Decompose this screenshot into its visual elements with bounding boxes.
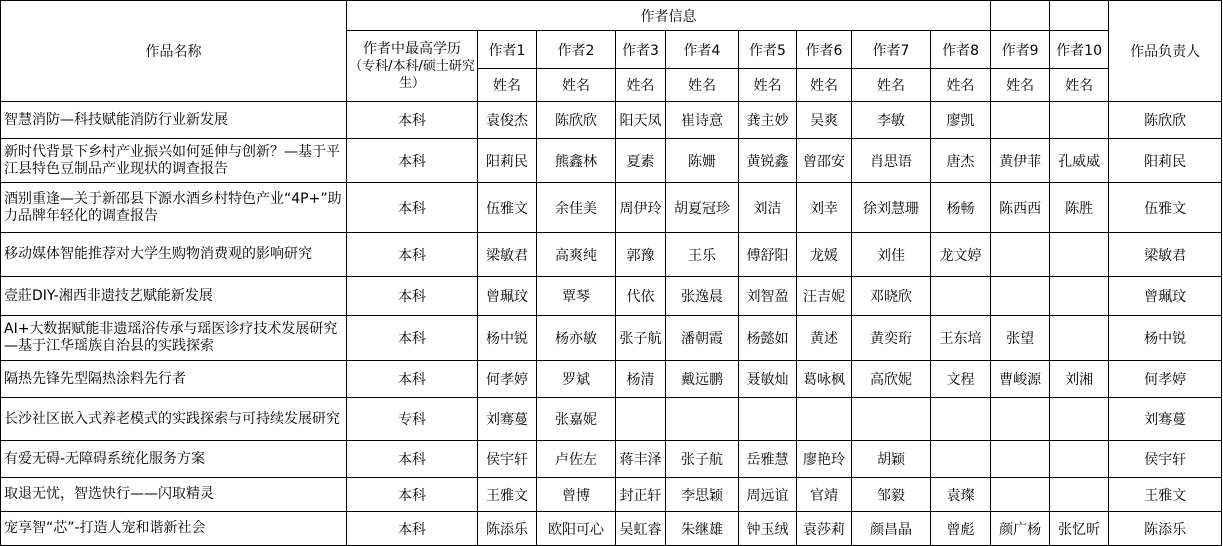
author-9-name [991, 441, 1050, 478]
author-5-name: 黄锐鑫 [739, 139, 797, 183]
education-level: 本科 [347, 102, 478, 139]
project-title: 移动媒体智能推荐对大学生购物消费观的影响研究 [1, 233, 347, 277]
author-2-name: 覃琴 [537, 277, 616, 316]
author-7-name: 黄奕珩 [852, 316, 931, 361]
author-10-name [1050, 398, 1109, 441]
table-row [1, 316, 1222, 361]
header-name-label: 姓名 [931, 69, 991, 102]
author-3-name: 阳天凤 [616, 102, 666, 139]
author-1-name: 杨中锐 [478, 316, 537, 361]
author-9-name [991, 398, 1050, 441]
author-2-name: 卢佐左 [537, 441, 616, 478]
author-6-name: 龙媛 [797, 233, 852, 277]
author-8-name [931, 277, 991, 316]
author-4-name: 潘朝霞 [666, 316, 739, 361]
author-2-name: 杨亦敏 [537, 316, 616, 361]
author-4-name [666, 398, 739, 441]
table-row [1, 512, 1222, 546]
project-leader: 侯宇轩 [1109, 441, 1222, 478]
author-10-name [1050, 316, 1109, 361]
author-2-name: 高爽纯 [537, 233, 616, 277]
author-1-name: 伍雅文 [478, 183, 537, 233]
project-title: 智慧消防—科技赋能消防行业新发展 [1, 102, 347, 139]
author-8-name: 王东培 [931, 316, 991, 361]
author-1-name: 阳莉民 [478, 139, 537, 183]
author-9-name [991, 277, 1050, 316]
header-blank-9 [991, 1, 1050, 31]
header-author-3: 作者3 [616, 31, 666, 69]
author-9-name: 陈西西 [991, 183, 1050, 233]
author-10-name [1050, 102, 1109, 139]
header-author-1: 作者1 [478, 31, 537, 69]
author-8-name: 文程 [931, 361, 991, 398]
author-4-name: 戴远鹏 [666, 361, 739, 398]
project-leader: 伍雅文 [1109, 183, 1222, 233]
author-7-name [852, 398, 931, 441]
header-education-line1: 作者中最高学历 [363, 40, 461, 57]
author-7-name: 刘佳 [852, 233, 931, 277]
education-level: 本科 [347, 441, 478, 478]
header-author-10: 作者10 [1050, 31, 1109, 69]
header-name-label: 姓名 [478, 69, 537, 102]
author-6-name: 黄述 [797, 316, 852, 361]
author-3-name: 代依 [616, 277, 666, 316]
author-5-name: 岳雅慧 [739, 441, 797, 478]
table-row [1, 478, 1222, 512]
header-author-8: 作者8 [931, 31, 991, 69]
header-author-6: 作者6 [797, 31, 852, 69]
author-7-name: 高欣妮 [852, 361, 931, 398]
project-leader: 王雅文 [1109, 478, 1222, 512]
table-row [1, 361, 1222, 398]
project-title: 隔热先锋先型隔热涂料先行者 [1, 361, 347, 398]
author-6-name: 廖艳玲 [797, 441, 852, 478]
header-author-4: 作者4 [666, 31, 739, 69]
author-2-name: 曾博 [537, 478, 616, 512]
author-7-name: 胡颖 [852, 441, 931, 478]
header-education [347, 31, 478, 102]
author-10-name [1050, 277, 1109, 316]
table-row [1, 277, 1222, 316]
author-10-name: 陈胜 [1050, 183, 1109, 233]
education-level: 专科 [347, 398, 478, 441]
header-author-7: 作者7 [852, 31, 931, 69]
project-title: 长沙社区嵌入式养老模式的实践探索与可持续发展研究 [1, 398, 347, 441]
author-1-name: 梁敏君 [478, 233, 537, 277]
author-9-name: 张望 [991, 316, 1050, 361]
header-name-label: 姓名 [991, 69, 1050, 102]
header-author-info: 作者信息 [347, 1, 991, 31]
author-9-name [991, 102, 1050, 139]
author-1-name: 陈添乐 [478, 512, 537, 546]
author-2-name: 余佳美 [537, 183, 616, 233]
project-leader: 曾珮玟 [1109, 277, 1222, 316]
author-6-name: 葛咏枫 [797, 361, 852, 398]
project-leader: 阳莉民 [1109, 139, 1222, 183]
author-4-name: 张逸晨 [666, 277, 739, 316]
author-10-name: 孔威威 [1050, 139, 1109, 183]
project-leader: 何孝婷 [1109, 361, 1222, 398]
author-7-name: 邓晓欣 [852, 277, 931, 316]
table-row [1, 139, 1222, 183]
author-7-name: 肖思语 [852, 139, 931, 183]
author-5-name: 傅舒阳 [739, 233, 797, 277]
author-4-name: 陈姗 [666, 139, 739, 183]
author-5-name: 钟玉绒 [739, 512, 797, 546]
project-leader: 刘骞蔓 [1109, 398, 1222, 441]
author-5-name: 杨懿如 [739, 316, 797, 361]
author-1-name: 袁俊杰 [478, 102, 537, 139]
author-8-name: 唐杰 [931, 139, 991, 183]
author-3-name [616, 398, 666, 441]
author-8-name: 龙文婷 [931, 233, 991, 277]
author-1-name: 侯宇轩 [478, 441, 537, 478]
author-3-name: 郭豫 [616, 233, 666, 277]
author-2-name: 欧阳可心 [537, 512, 616, 546]
author-7-name: 徐刘慧珊 [852, 183, 931, 233]
header-project-name: 作品名称 [1, 1, 347, 102]
author-3-name: 蒋丰泽 [616, 441, 666, 478]
author-9-name: 颜广杨 [991, 512, 1050, 546]
header-name-label: 姓名 [1050, 69, 1109, 102]
author-3-name: 杨清 [616, 361, 666, 398]
author-7-name: 邹毅 [852, 478, 931, 512]
project-title: 新时代背景下乡村产业振兴如何延伸与创新？—基于平江县特色豆制品产业现状的调查报告 [1, 139, 347, 183]
author-9-name: 黄伊菲 [991, 139, 1050, 183]
project-title: 宠享智“芯”-打造人宠和谐新社会 [1, 512, 347, 546]
project-leader: 陈添乐 [1109, 512, 1222, 546]
table-row [1, 398, 1222, 441]
header-name-label: 姓名 [739, 69, 797, 102]
author-6-name: 曾邵安 [797, 139, 852, 183]
author-2-name: 熊鑫林 [537, 139, 616, 183]
project-title: AI+大数据赋能非遗瑶浴传承与瑶医诊疗技术发展研究—基于江华瑶族自治县的实践探索 [1, 316, 347, 361]
table-row [1, 183, 1222, 233]
author-4-name: 张子航 [666, 441, 739, 478]
header-name-label: 姓名 [537, 69, 616, 102]
header-name-label: 姓名 [852, 69, 931, 102]
header-leader: 作品负责人 [1109, 1, 1222, 102]
author-10-name [1050, 441, 1109, 478]
author-4-name: 崔诗意 [666, 102, 739, 139]
header-name-label: 姓名 [616, 69, 666, 102]
author-5-name: 刘智盈 [739, 277, 797, 316]
table-header [1, 1, 1222, 102]
author-6-name: 吴爽 [797, 102, 852, 139]
education-level: 本科 [347, 277, 478, 316]
author-6-name: 刘幸 [797, 183, 852, 233]
header-education-line2: （专科/本科/硕士研究生） [349, 58, 475, 91]
author-6-name [797, 398, 852, 441]
author-2-name: 罗斌 [537, 361, 616, 398]
education-level: 本科 [347, 316, 478, 361]
header-author-5: 作者5 [739, 31, 797, 69]
author-1-name: 曾珮玟 [478, 277, 537, 316]
author-6-name: 汪吉妮 [797, 277, 852, 316]
table-row [1, 102, 1222, 139]
author-4-name: 李思颖 [666, 478, 739, 512]
author-3-name: 周伊玲 [616, 183, 666, 233]
author-1-name: 王雅文 [478, 478, 537, 512]
author-5-name: 龚主妙 [739, 102, 797, 139]
author-2-name: 陈欣欣 [537, 102, 616, 139]
header-author-2: 作者2 [537, 31, 616, 69]
project-title: 取退无忧，智选快行——闪取精灵 [1, 478, 347, 512]
header-author-9: 作者9 [991, 31, 1050, 69]
author-7-name: 颜昌晶 [852, 512, 931, 546]
author-5-name: 聂敏灿 [739, 361, 797, 398]
project-title: 壹莊DIY-湘西非遗技艺赋能新发展 [1, 277, 347, 316]
education-level: 本科 [347, 183, 478, 233]
author-3-name: 夏素 [616, 139, 666, 183]
author-9-name [991, 233, 1050, 277]
author-3-name: 张子航 [616, 316, 666, 361]
header-blank-10 [1050, 1, 1109, 31]
author-4-name: 胡夏冠珍 [666, 183, 739, 233]
author-4-name: 朱继雄 [666, 512, 739, 546]
author-3-name: 封正轩 [616, 478, 666, 512]
author-9-name [991, 478, 1050, 512]
author-4-name: 王乐 [666, 233, 739, 277]
education-level: 本科 [347, 139, 478, 183]
table-row [1, 233, 1222, 277]
author-10-name: 张忆昕 [1050, 512, 1109, 546]
author-8-name: 曾彪 [931, 512, 991, 546]
author-8-name [931, 441, 991, 478]
project-leader: 梁敏君 [1109, 233, 1222, 277]
author-5-name: 周远谊 [739, 478, 797, 512]
table-row [1, 441, 1222, 478]
author-2-name: 张嘉妮 [537, 398, 616, 441]
author-6-name: 袁莎莉 [797, 512, 852, 546]
author-1-name: 刘骞蔓 [478, 398, 537, 441]
author-9-name: 曹峻源 [991, 361, 1050, 398]
project-leader: 陈欣欣 [1109, 102, 1222, 139]
author-7-name: 李敏 [852, 102, 931, 139]
author-6-name: 官靖 [797, 478, 852, 512]
project-title: 酒别重逢—关于新邵县下源水酒乡村特色产业“4P+”助力品牌年轻化的调查报告 [1, 183, 347, 233]
header-name-label: 姓名 [666, 69, 739, 102]
education-level: 本科 [347, 478, 478, 512]
author-8-name [931, 398, 991, 441]
author-3-name: 吴虹睿 [616, 512, 666, 546]
author-10-name [1050, 478, 1109, 512]
author-1-name: 何孝婷 [478, 361, 537, 398]
project-leader: 杨中锐 [1109, 316, 1222, 361]
author-10-name [1050, 233, 1109, 277]
author-8-name: 廖凯 [931, 102, 991, 139]
author-5-name [739, 398, 797, 441]
project-title: 有爱无碍-无障碍系统化服务方案 [1, 441, 347, 478]
header-name-label: 姓名 [797, 69, 852, 102]
education-level: 本科 [347, 361, 478, 398]
author-5-name: 刘洁 [739, 183, 797, 233]
table-body [1, 102, 1222, 546]
author-8-name: 袁璨 [931, 478, 991, 512]
education-level: 本科 [347, 512, 478, 546]
author-10-name: 刘湘 [1050, 361, 1109, 398]
education-level: 本科 [347, 233, 478, 277]
author-8-name: 杨畅 [931, 183, 991, 233]
